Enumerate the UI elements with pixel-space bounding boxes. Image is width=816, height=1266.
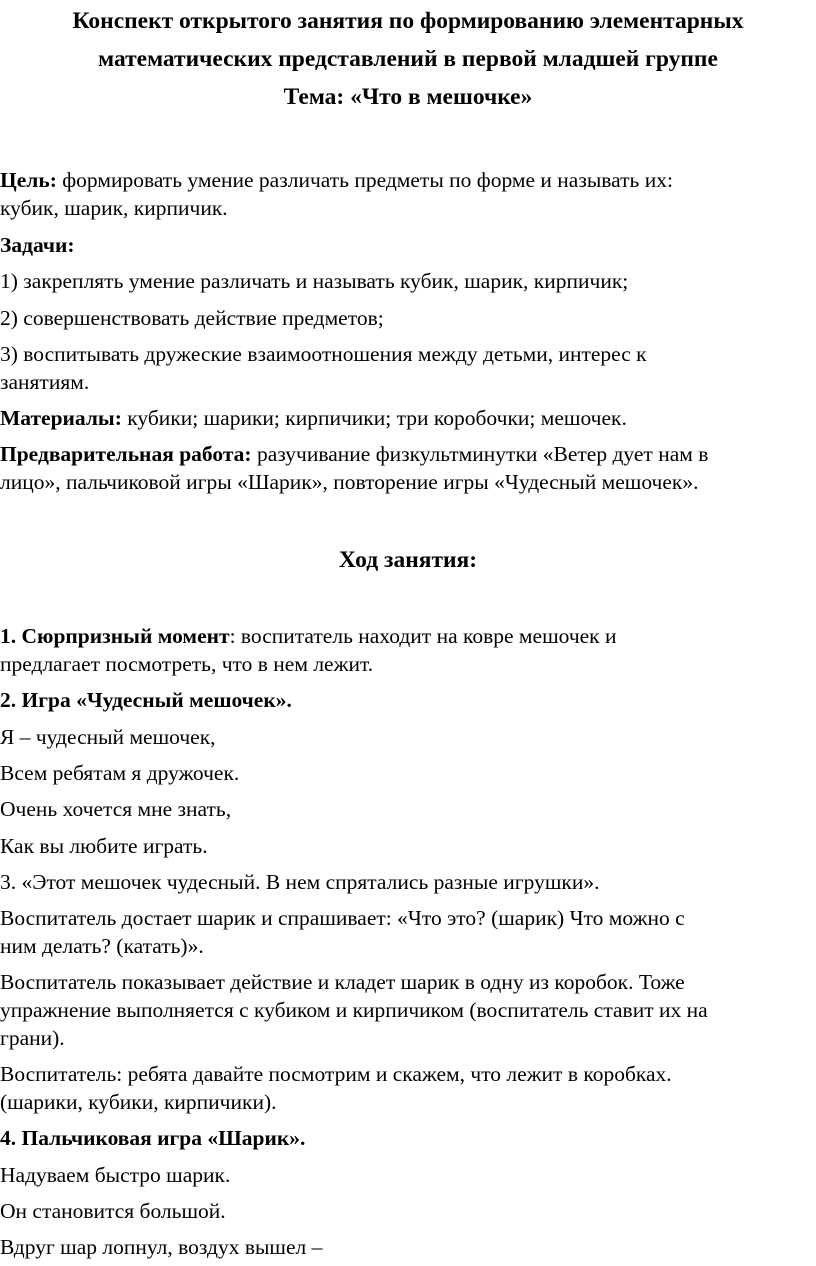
- poem-1-line-3: Очень хочется мне знать,: [0, 797, 232, 821]
- task-item-2: 2) совершенствовать действие предметов;: [0, 306, 384, 330]
- poem-1-line-1: Я – чудесный мешочек,: [0, 725, 216, 749]
- materials-line: [0, 404, 814, 432]
- poem-2-line-1: Надуваем быстро шарик.: [0, 1163, 231, 1187]
- step-1-line-1: [0, 622, 814, 650]
- poem-1-line-2: Всем ребятам я дружочек.: [0, 761, 240, 785]
- step-3-line: 3. «Этот мешочек чудесный. В нем спрятались разные игрушки».: [0, 870, 600, 894]
- paragraph-3-line-2: (шарики, кубики, кирпичики).: [0, 1090, 277, 1114]
- step-4-label: 4. Пальчиковая игра «Шарик».: [0, 1126, 306, 1150]
- poem-1-line-4: Как вы любите играть.: [0, 834, 208, 858]
- prework-line-1: [0, 440, 814, 468]
- tasks-label-text: Задачи:: [0, 233, 75, 257]
- poem-2-line-3: Вдруг шар лопнул, воздух вышел –: [0, 1235, 323, 1259]
- prework-line-2: лицо», пальчиковой игры «Шарик», повторение игры «Чудесный мешочек».: [0, 470, 699, 494]
- step-2-label: 2. Игра «Чудесный мешочек».: [0, 688, 292, 712]
- paragraph-2-line-1: Воспитатель показывает действие и кладет шарик в одну из коробок. Тоже: [0, 970, 685, 994]
- paragraph-2-line-2: упражнение выполняется с кубиком и кирпичиком (воспитатель ставит их на: [0, 998, 708, 1022]
- task-item-1: 1) закреплять умение различать и называть кубик, шарик, кирпичик;: [0, 269, 629, 293]
- paragraph-3-line-1: Воспитатель: ребята давайте посмотрим и скажем, что лежит в коробках.: [0, 1062, 672, 1086]
- paragraph-1-line-2: ним делать? (катать)».: [0, 934, 204, 958]
- step-1-text: : воспитатель находит на ковре мешочек и: [229, 624, 617, 648]
- step-1-label: 1. Сюрпризный момент: [0, 624, 230, 648]
- title-line-3: Тема: «Что в мешочке»: [283, 84, 533, 110]
- step-4-line: [0, 1124, 814, 1152]
- course-heading: Ход занятия:: [338, 547, 478, 573]
- title-line-1: Конспект открытого занятия по формированию элементарных: [72, 8, 744, 34]
- goal-label: Цель:: [0, 168, 57, 192]
- task-item-3-line-1: 3) воспитывать дружеские взаимоотношения между детьми, интерес к: [0, 342, 647, 366]
- task-item-3-line-2: занятиям.: [0, 370, 90, 394]
- goal-line-2: кубик, шарик, кирпичик.: [0, 196, 228, 220]
- step-2-line: [0, 686, 814, 714]
- title-line-2: математических представлений в первой младшей группе: [98, 46, 718, 72]
- step-1-line-2: предлагает посмотреть, что в нем лежит.: [0, 652, 374, 676]
- poem-2-line-2: Он становится большой.: [0, 1199, 226, 1223]
- tasks-label: [0, 231, 814, 259]
- prework-label: Предварительная работа:: [0, 442, 252, 466]
- prework-text: разучивание физкультминутки «Ветер дует нам в: [251, 442, 709, 466]
- goal-line-1: [0, 166, 814, 194]
- paragraph-2-line-3: грани).: [0, 1026, 65, 1050]
- materials-text: кубики; шарики; кирпичики; три коробочки; мешочек.: [121, 406, 627, 430]
- paragraph-1-line-1: Воспитатель достает шарик и спрашивает: «Что это? (шарик) Что можно с: [0, 906, 685, 930]
- materials-label: Материалы:: [0, 406, 122, 430]
- goal-text: формировать умение различать предметы по форме и называть их:: [56, 168, 673, 192]
